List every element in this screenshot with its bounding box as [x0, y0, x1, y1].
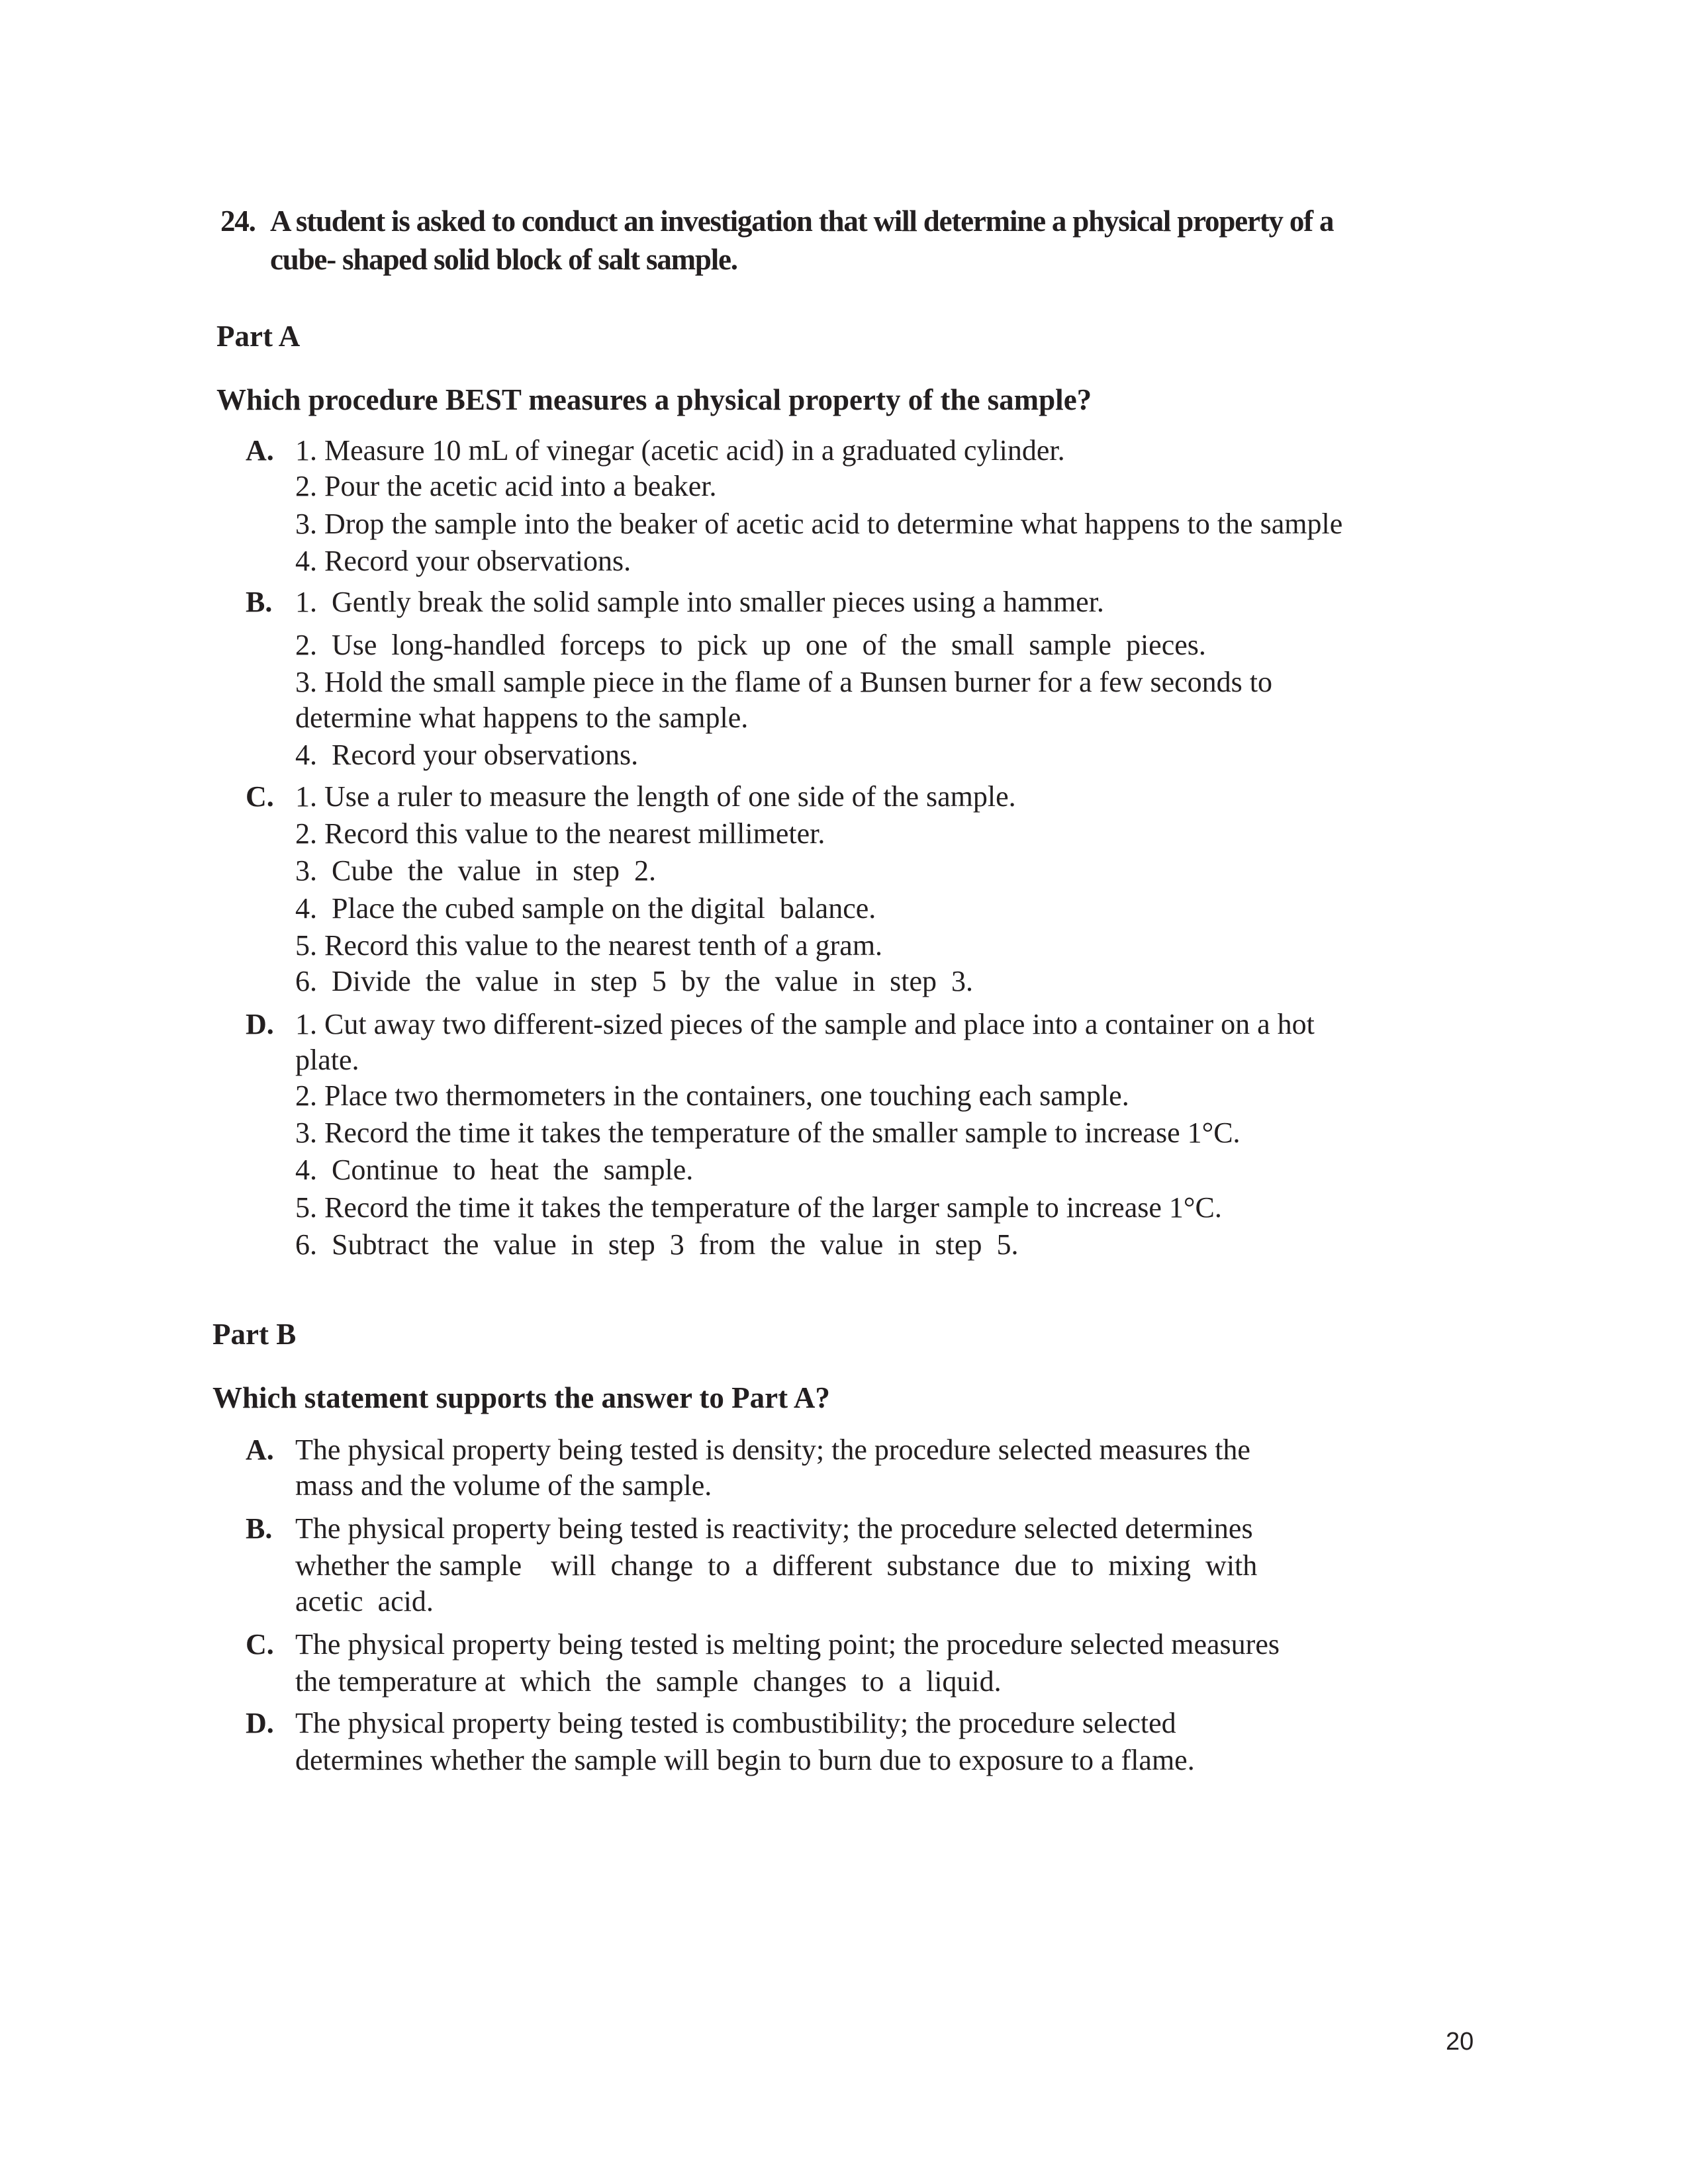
question-text-line-2: cube- shaped solid block of salt sample. — [270, 243, 737, 276]
option-text-line: 2. Record this value to the nearest millimeter. — [295, 817, 825, 850]
option-text-line: determine what happens to the sample. — [295, 702, 749, 734]
option-text-line: 3. Cube the value in step 2. — [295, 854, 657, 887]
option-text-line: determines whether the sample will begin to burn due to exposure to a flame. — [295, 1744, 1195, 1776]
option-text-line: 1. Gently break the solid sample into smaller pieces using a hammer. — [295, 586, 1104, 618]
option-text-line: 4. Record your observations. — [295, 739, 639, 771]
part-b-prompt: Which statement supports the answer to Part A? — [212, 1381, 830, 1414]
option-text-line: The physical property being tested is combustibility; the procedure selected — [295, 1707, 1176, 1739]
option-text-line: The physical property being tested is density; the procedure selected measures the — [295, 1433, 1250, 1466]
option-text-line: acetic acid. — [295, 1585, 434, 1617]
option-text-line: 3. Record the time it takes the temperature of the smaller sample to increase 1°C. — [295, 1116, 1241, 1149]
option-text-line: 3. Hold the small sample piece in the flame of a Bunsen burner for a few seconds to — [295, 666, 1272, 698]
option-label: D. — [246, 1707, 274, 1739]
option-text-line: 4. Record your observations. — [295, 545, 632, 577]
option-text-line: The physical property being tested is melting point; the procedure selected measures — [295, 1628, 1280, 1661]
option-label: D. — [246, 1008, 274, 1040]
option-text-line: 1. Measure 10 mL of vinegar (acetic acid) in a graduated cylinder. — [295, 434, 1065, 467]
option-text-line: 5. Record the time it takes the temperature of the larger sample to increase 1°C. — [295, 1191, 1222, 1224]
option-text-line: 6. Subtract the value in step 3 from the value in step 5. — [295, 1228, 1019, 1261]
part-b-heading: Part B — [212, 1318, 297, 1351]
option-label: C. — [246, 1628, 274, 1661]
option-text-line: The physical property being tested is reactivity; the procedure selected determines — [295, 1512, 1253, 1545]
option-text-line: the temperature at which the sample changes to a liquid. — [295, 1665, 1002, 1698]
option-text-line: 2. Use long-handled forceps to pick up one of the small sample pieces. — [295, 629, 1206, 661]
part-a-prompt: Which procedure BEST measures a physical property of the sample? — [216, 383, 1092, 416]
question-number: 24. — [220, 205, 256, 238]
option-text-line: 4. Continue to heat the sample. — [295, 1154, 694, 1186]
part-a-heading: Part A — [216, 320, 301, 353]
option-text-line: 1. Cut away two different-sized pieces of the sample and place into a container on a hot — [295, 1008, 1315, 1040]
option-text-line: 1. Use a ruler to measure the length of one side of the sample. — [295, 780, 1016, 813]
option-text-line: whether the sample will change to a different substance due to mixing with — [295, 1549, 1258, 1582]
option-text-line: 2. Place two thermometers in the containers, one touching each sample. — [295, 1079, 1129, 1112]
option-label: A. — [246, 434, 274, 467]
option-text-line: 5. Record this value to the nearest tenth of a gram. — [295, 929, 883, 962]
page-number: 20 — [1446, 2028, 1474, 2056]
option-label: A. — [246, 1433, 274, 1466]
option-text-line: 2. Pour the acetic acid into a beaker. — [295, 470, 717, 502]
question-text-line-1: A student is asked to conduct an investigation that will determine a physical property of a — [270, 205, 1334, 238]
option-label: C. — [246, 780, 274, 813]
option-text-line: 6. Divide the value in step 5 by the value in step 3. — [295, 965, 974, 997]
option-text-line: 3. Drop the sample into the beaker of acetic acid to determine what happens to the sample — [295, 508, 1343, 540]
option-label: B. — [246, 1512, 273, 1545]
option-label: B. — [246, 586, 273, 618]
option-text-line: 4. Place the cubed sample on the digital balance. — [295, 892, 876, 925]
option-text-line: mass and the volume of the sample. — [295, 1469, 712, 1502]
option-text-line: plate. — [295, 1044, 359, 1076]
